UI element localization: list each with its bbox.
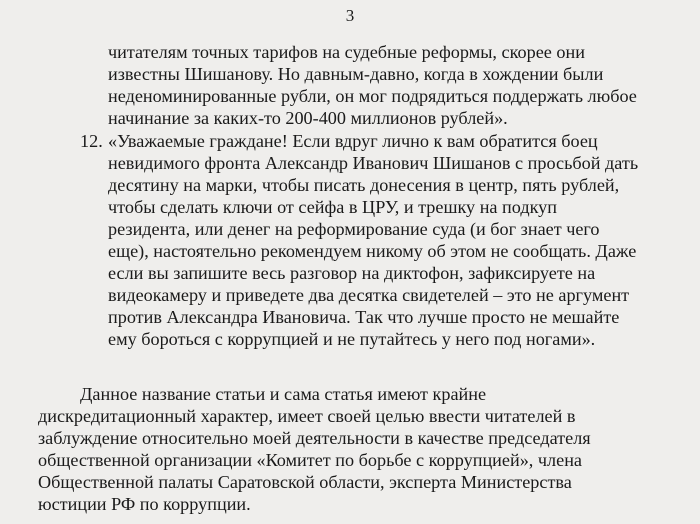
text-line: заблуждение относительно моей деятельности в качестве председателя <box>38 428 591 448</box>
text-line: невидимого фронта Александр Иванович Шишанов с просьбой дать <box>108 153 639 173</box>
text-line: Общественной палаты Саратовской области, эксперта Министерства <box>38 472 572 492</box>
text-line: читателям точных тарифов на судебные реформы, скорее они <box>108 42 585 62</box>
text-line: резидента, или денег на реформирование суда (и бог знает чего <box>108 219 600 239</box>
text-line: «Уважаемые граждане! Если вдруг лично к вам обратится боец <box>108 131 598 151</box>
text-line: дискредитационный характер, имеет своей целью ввести читателей в <box>38 406 576 426</box>
text-line: начинание за каких-то 200-400 миллионов рублей». <box>108 108 508 128</box>
text-line: юстиции РФ по коррупции. <box>38 494 251 514</box>
text-line: против Александра Ивановича. Так что лучше просто не мешайте <box>108 307 620 327</box>
text-line: еще), настоятельно рекомендуем никому об этом не сообщать. Даже <box>108 241 637 261</box>
list-item-number: 12. <box>80 131 103 151</box>
page-number: 3 <box>345 6 355 25</box>
text-line: видеокамеру и приведете два десятка свидетелей – это не аргумент <box>108 285 630 305</box>
text-line: если вы запишите весь разговор на диктофон, зафиксируете на <box>108 263 596 283</box>
text-line: Данное название статьи и сама статья имеют крайне <box>80 384 487 404</box>
text-line: общественной организации «Комитет по борьбе с коррупцией», члена <box>38 450 583 470</box>
text-line: ему бороться с коррупцией и не путайтесь у него под ногами». <box>108 329 596 349</box>
text-line: десятину на марки, чтобы писать донесения в центр, пять рублей, <box>108 175 620 195</box>
text-line: известны Шишанову. Но давным-давно, когда в хождении были <box>108 64 604 84</box>
text-line: неденоминированные рубли, он мог подрядиться поддержать любое <box>108 86 637 106</box>
text-line: чтобы сделать ключи от сейфа в ЦРУ, и трешку на подкуп <box>108 197 558 217</box>
